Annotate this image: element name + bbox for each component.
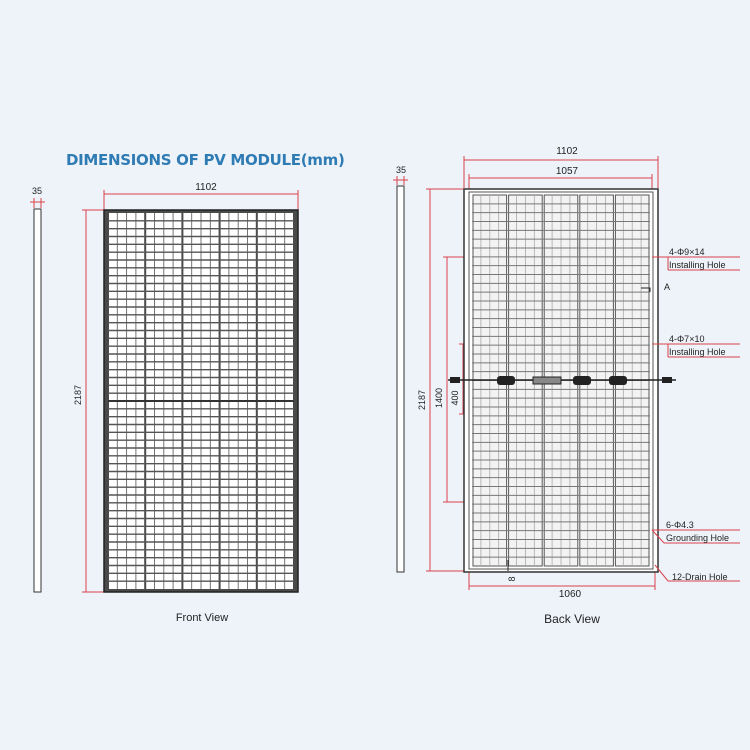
- callout-3-spec: 6-Φ4.3: [666, 520, 694, 530]
- callout-3-name: Grounding Hole: [666, 533, 730, 543]
- front-panel: [104, 210, 298, 592]
- mount-spacing-label: 1400: [434, 387, 444, 409]
- drain-offset-label: 8: [507, 576, 517, 582]
- back-panel: [448, 189, 676, 582]
- front-width-label: 1102: [195, 182, 217, 193]
- back-view-caption: Back View: [544, 612, 600, 626]
- junction-box-right-b: [609, 376, 627, 385]
- back-outer-width-label: 1102: [556, 146, 578, 157]
- back-thickness-label: 35: [395, 165, 407, 175]
- back-inner-width-label: 1057: [555, 166, 579, 177]
- callout-grounding-hole: [652, 520, 740, 543]
- front-height-label: 2187: [73, 384, 83, 406]
- back-bottom-width-label: 1060: [558, 589, 582, 600]
- junction-box-center: [533, 377, 561, 384]
- page-title: DIMENSIONS OF PV MODULE(mm): [66, 151, 345, 169]
- callout-4-spec: 12-Drain Hole: [672, 572, 728, 582]
- front-view-caption: Front View: [175, 612, 229, 624]
- callout-drain-hole: [655, 565, 740, 582]
- connector-left: [450, 377, 460, 383]
- junction-box-right-a: [573, 376, 591, 385]
- front-side-profile: [30, 186, 45, 592]
- callout-2-spec: 4-Φ7×10: [669, 334, 705, 344]
- junction-box-left: [497, 376, 515, 385]
- callout-2-name: Installing Hole: [669, 347, 726, 357]
- junction-spacing-label: 400: [450, 390, 460, 406]
- callout-installing-hole-1: [652, 247, 740, 270]
- callout-1-spec: 4-Φ9×14: [669, 247, 705, 257]
- callout-installing-hole-2: [652, 334, 740, 357]
- back-height-label: 2187: [417, 389, 427, 411]
- connector-right: [662, 377, 672, 383]
- front-thickness-label: 35: [31, 186, 43, 196]
- back-side-profile: [393, 165, 408, 572]
- section-mark-a: A: [664, 282, 671, 292]
- callout-1-name: Installing Hole: [669, 260, 726, 270]
